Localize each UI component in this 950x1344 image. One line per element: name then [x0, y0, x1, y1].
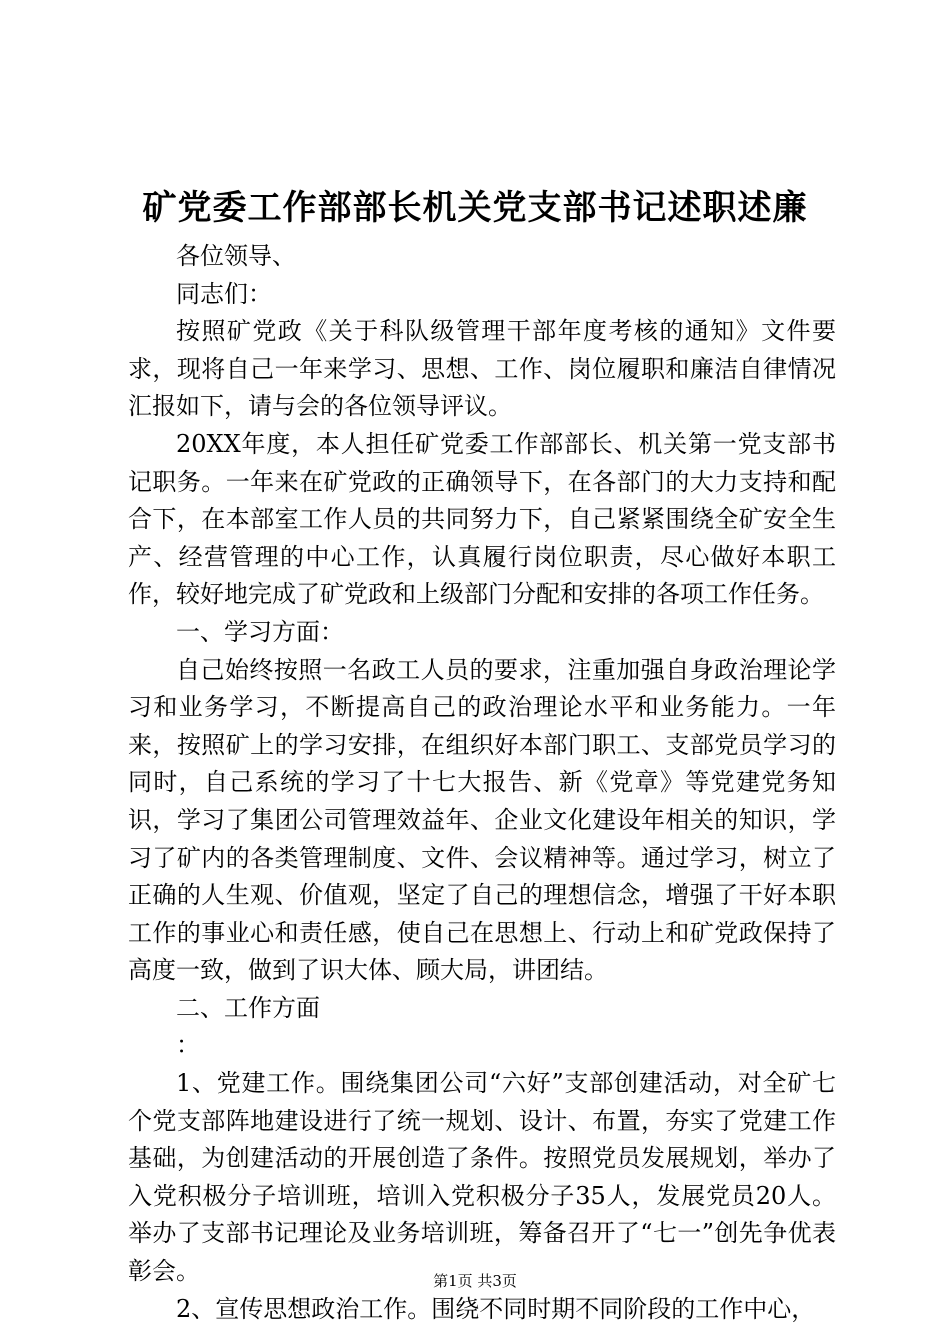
salutation-comrades: 同志们： — [176, 279, 272, 308]
paragraph-party-building: 1、党建工作。围绕集团公司“六好”支部创建活动，对全矿七个党支部阵地建设进行了统一规划、设计、布置，夯实了党建工作基础，为创建活动的开展创造了条件。按照党员发展规划，举办了入党积极分子培训班，培训入党积极分子35人，发展党员20人。举办了支部书记理论及业务培训班，筹备召开了“七一”创先争优表彰会。 — [128, 1069, 836, 1286]
paragraph-publicity: 2、宣传思想政治工作。围绕不同时期不同阶段的工作中心， — [176, 1294, 816, 1323]
section-heading-work-colon: ： — [176, 1031, 200, 1060]
document-body — [128, 238, 836, 1328]
paragraph-intro: 按照矿党政《关于科队级管理干部年度考核的通知》文件要求，现将自己一年来学习、思想、工作、岗位履职和廉洁自律情况汇报如下，请与会的各位领导评议。 — [128, 317, 836, 421]
paragraph-study: 自己始终按照一名政工人员的要求，注重加强自身政治理论学习和业务学习，不断提高自己的政治理论水平和业务能力。一年来，按照矿上的学习安排，在组织好本部门职工、支部党员学习的同时，自己系统的学习了十七大报告、新《党章》等党建党务知识，学习了集团公司管理效益年、企业文化建设年相关的知识，学习了矿内的各类管理制度、文件、会议精神等。通过学习，树立了正确的人生观、价值观，坚定了自己的理想信念，增强了干好本职工作的事业心和责任感，使自己在思想上、行动上和矿党政保持了高度一致，做到了识大体、顾大局，讲团结。 — [128, 655, 836, 985]
section-heading-work: 二、工作方面 — [176, 993, 320, 1022]
salutation-leaders: 各位领导、 — [176, 242, 296, 270]
document-title: 矿党委工作部部长机关党支部书记述职述廉 — [142, 188, 808, 228]
paragraph-overview: 20XX年度，本人担任矿党委工作部部长、机关第一党支部书记职务。一年来在矿党政的正确领导下，在各部门的大力支持和配合下，在本部室工作人员的共同努力下，自己紧紧围绕全矿安全生产、经营管理的中心工作，认真履行岗位职责，尽心做好本职工作，较好地完成了矿党政和上级部门分配和安排的各项工作任务。 — [128, 429, 836, 609]
page-footer: 第1页 共3页 — [433, 1272, 517, 1290]
section-heading-study: 一、学习方面： — [176, 617, 344, 646]
